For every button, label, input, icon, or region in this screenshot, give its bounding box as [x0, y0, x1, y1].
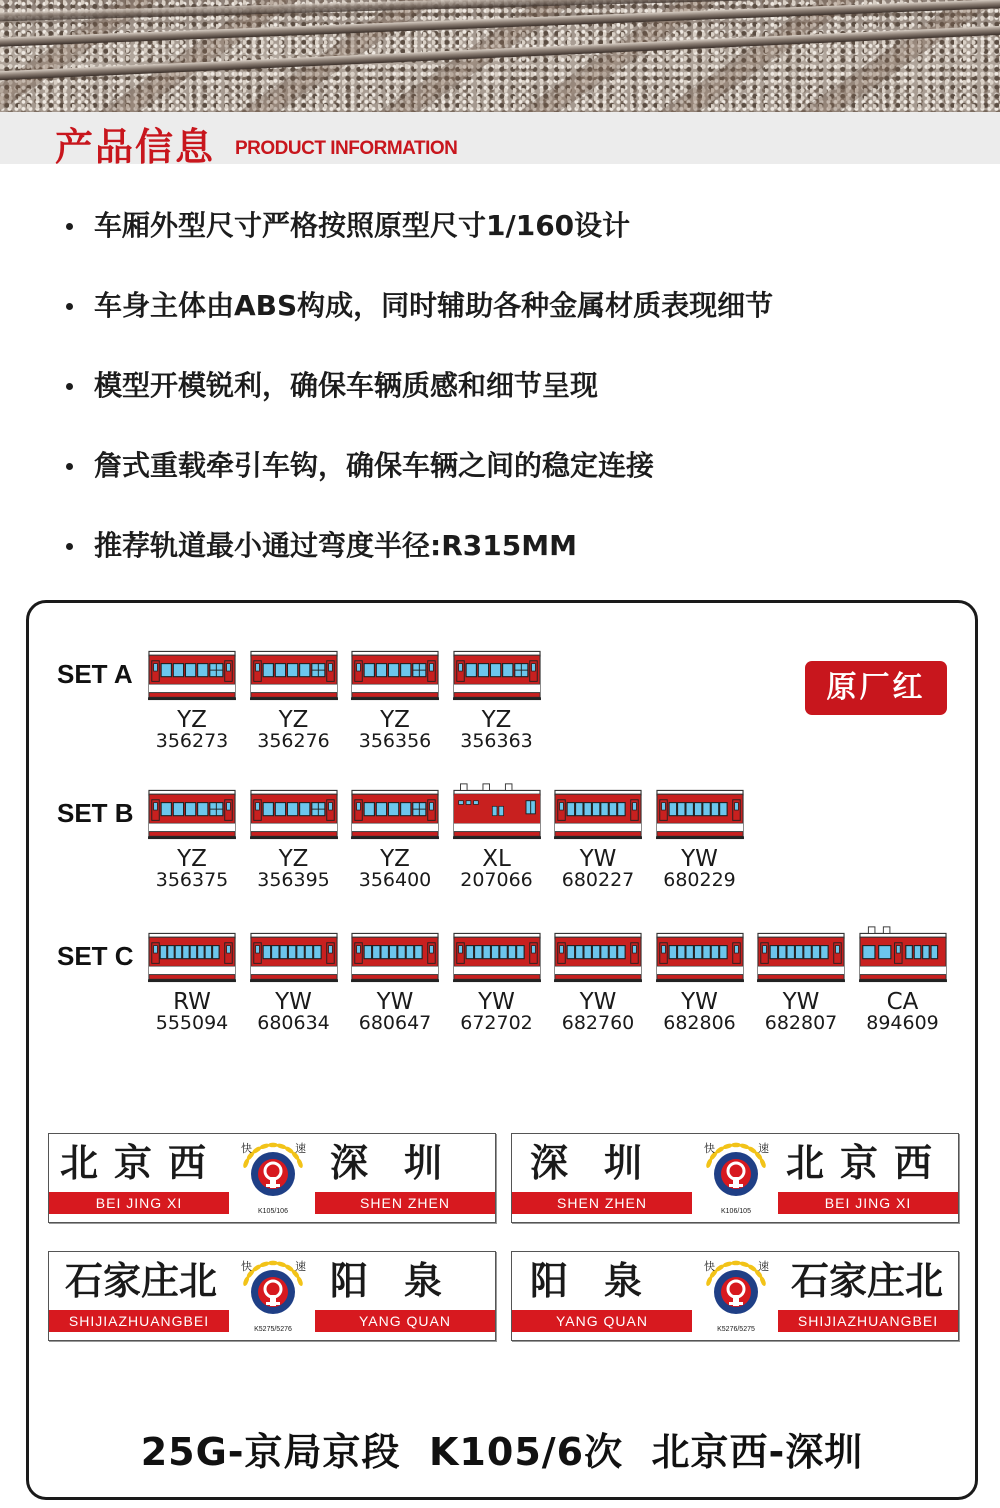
- car-type: YZ: [177, 707, 207, 733]
- origin-station-en: BEI JING XI: [49, 1192, 229, 1214]
- car-yz-icon: [145, 643, 239, 701]
- car-type: YW: [782, 989, 820, 1015]
- car-number: 682806: [663, 1012, 736, 1034]
- route-board: [511, 1251, 959, 1341]
- train-number: K106/105: [721, 1208, 751, 1215]
- car-type: YW: [275, 989, 312, 1015]
- car-yw-icon: [551, 782, 645, 840]
- car-yw-icon: [247, 925, 341, 983]
- origin-station-en: SHEN ZHEN: [512, 1192, 692, 1214]
- express-label: 快: [241, 1142, 252, 1155]
- origin-station-zh: 阳泉: [529, 1258, 678, 1303]
- car-type: YZ: [278, 846, 309, 872]
- car-type: CA: [886, 989, 919, 1015]
- car-type: YZ: [380, 707, 410, 733]
- car-type: YZ: [481, 707, 512, 733]
- destination-station-zh: 石家庄北: [790, 1258, 943, 1303]
- car-number: 356356: [358, 730, 432, 752]
- car-number: 682807: [764, 1012, 838, 1034]
- car-number: 680229: [663, 869, 736, 891]
- product-info-header: [0, 112, 1000, 169]
- set-label: SET B: [57, 798, 134, 828]
- car-yz-icon: [247, 782, 341, 840]
- car-ca-icon: [856, 925, 950, 983]
- train-set-caption: 25G-京局京段 K105/6次 北京西-深圳: [140, 1430, 864, 1474]
- car-number: 356273: [155, 730, 229, 752]
- section-title-en: PRODUCT INFORMATION: [235, 138, 458, 159]
- car-yw-icon: [450, 925, 544, 983]
- express-label: 快: [704, 1260, 715, 1273]
- railway-logo-icon: [700, 1136, 772, 1218]
- section-title-zh: 产品信息: [55, 125, 216, 169]
- feature-item: 模型开模锐利，确保车辆质感和细节呈现: [0, 356, 1000, 436]
- feature-list: [0, 196, 1000, 596]
- car-xl-icon: [450, 782, 544, 840]
- car-yw-icon: [551, 925, 645, 983]
- origin-station-zh: 深圳: [529, 1140, 678, 1185]
- car-number: 680634: [257, 1012, 330, 1034]
- railway-logo-icon: [700, 1254, 772, 1336]
- destination-station-en: SHEN ZHEN: [315, 1192, 495, 1214]
- origin-station-zh: 北京西: [59, 1140, 222, 1185]
- car-number: 894609: [866, 1012, 939, 1034]
- car-number: 555094: [155, 1012, 229, 1034]
- car-type: YW: [681, 846, 718, 872]
- set-label: SET C: [57, 941, 134, 971]
- car-number: 680647: [358, 1012, 432, 1034]
- car-number: 682760: [561, 1012, 635, 1034]
- train-sets-panel: [26, 600, 978, 1500]
- car-type: XL: [482, 846, 511, 872]
- car-number: 356375: [155, 869, 229, 891]
- car-yz-icon: [145, 782, 239, 840]
- feature-item: 推荐轨道最小通过弯度半径:R315MM: [0, 516, 1000, 596]
- car-number: 680227: [561, 869, 635, 891]
- car-number: 356400: [358, 869, 432, 891]
- express-label: 快: [241, 1260, 252, 1273]
- express-label: 速: [758, 1260, 769, 1273]
- train-number: K105/106: [258, 1208, 288, 1215]
- feature-item: 詹式重载牵引车钩，确保车辆之间的稳定连接: [0, 436, 1000, 516]
- train-number: K5276/5275: [717, 1326, 755, 1333]
- car-yw-icon: [653, 925, 747, 983]
- feature-item: 车厢外型尺寸严格按照原型尺寸1/160设计: [0, 196, 1000, 276]
- car-number: 356363: [460, 730, 533, 752]
- car-type: YZ: [278, 707, 309, 733]
- car-yw-icon: [653, 782, 747, 840]
- car-type: YW: [579, 846, 617, 872]
- destination-station-en: BEI JING XI: [778, 1192, 958, 1214]
- railway-logo-icon: [237, 1136, 309, 1218]
- route-board: [48, 1133, 496, 1223]
- car-type: YW: [376, 989, 414, 1015]
- car-yz-icon: [450, 643, 544, 701]
- destination-station-en: YANG QUAN: [315, 1310, 495, 1332]
- train-number: K5275/5276: [254, 1326, 292, 1333]
- car-yz-icon: [348, 643, 442, 701]
- destination-station-en: SHIJIAZHUANGBEI: [778, 1310, 958, 1332]
- livery-badge: 原厂红: [805, 661, 947, 715]
- set-label: SET A: [57, 659, 133, 689]
- car-number: 207066: [460, 869, 533, 891]
- car-yw-icon: [348, 925, 442, 983]
- car-yw-icon: [754, 925, 848, 983]
- car-number: 672702: [460, 1012, 533, 1034]
- car-type: YZ: [380, 846, 410, 872]
- railway-logo-icon: [237, 1254, 309, 1336]
- feature-item: 车身主体由ABS构成，同时辅助各种金属材质表现细节: [0, 276, 1000, 356]
- car-type: YW: [579, 989, 617, 1015]
- track-ballast-photo: [0, 0, 1000, 112]
- express-label: 快: [704, 1142, 715, 1155]
- route-board: [48, 1251, 496, 1341]
- destination-station-zh: 北京西: [785, 1140, 948, 1185]
- express-label: 速: [295, 1142, 306, 1155]
- car-type: YW: [478, 989, 515, 1015]
- route-board: [511, 1133, 959, 1223]
- destination-station-zh: 阳泉: [329, 1258, 478, 1303]
- origin-station-en: YANG QUAN: [512, 1310, 692, 1332]
- car-type: RW: [173, 989, 211, 1015]
- car-type: YW: [681, 989, 718, 1015]
- destination-station-zh: 深圳: [329, 1140, 478, 1185]
- car-type: YZ: [177, 846, 207, 872]
- express-label: 速: [295, 1260, 306, 1273]
- car-number: 356395: [257, 869, 330, 891]
- car-rw-icon: [145, 925, 239, 983]
- car-yz-icon: [247, 643, 341, 701]
- origin-station-zh: 石家庄北: [64, 1258, 217, 1303]
- origin-station-en: SHIJIAZHUANGBEI: [49, 1310, 229, 1332]
- express-label: 速: [758, 1142, 769, 1155]
- car-yz-icon: [348, 782, 442, 840]
- car-number: 356276: [257, 730, 330, 752]
